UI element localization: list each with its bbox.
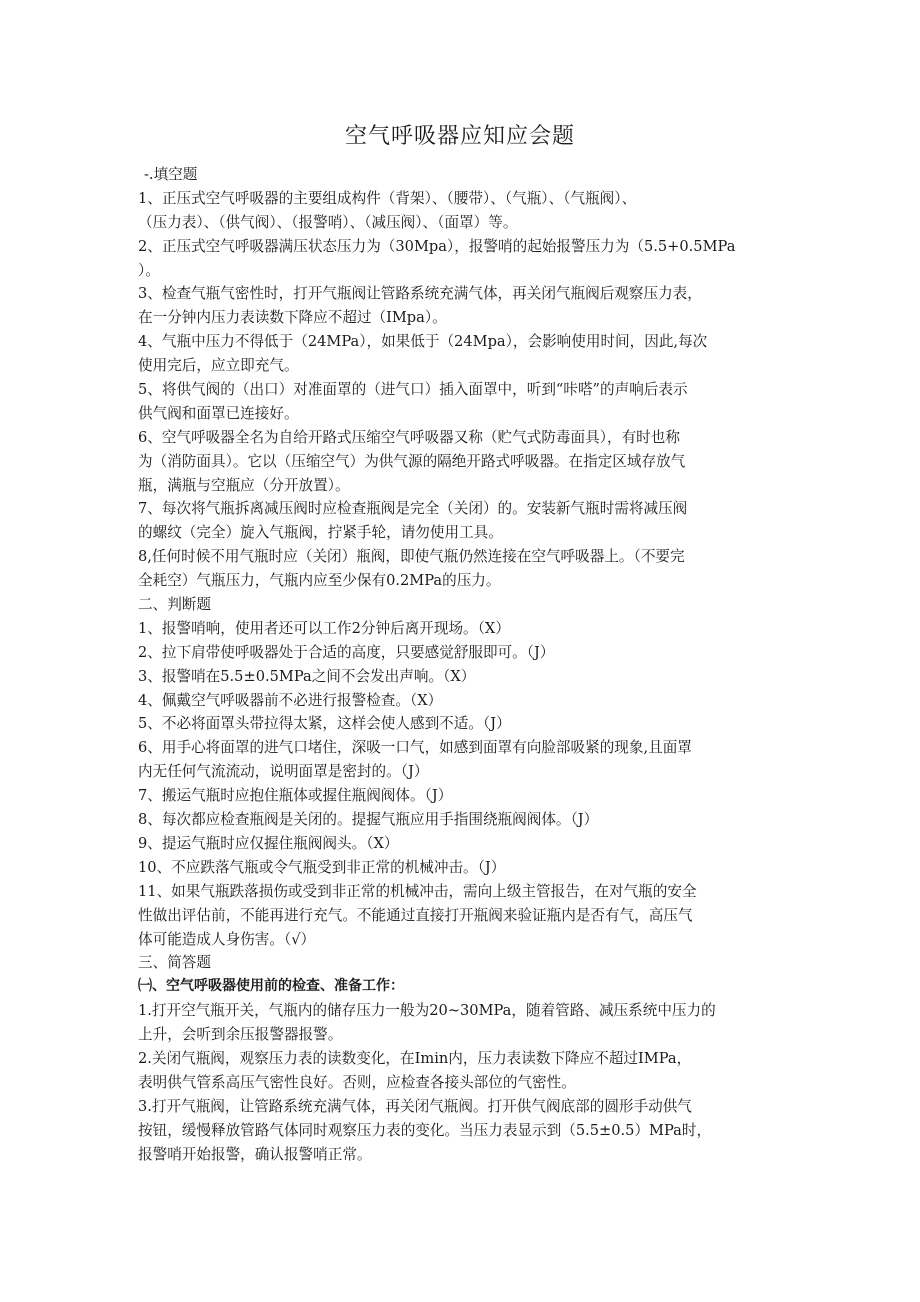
fill-blank-line: 为（消防面具）。它以（压缩空气）为供气源的隔绝开路式呼吸器。在指定区域存放气 <box>138 452 686 470</box>
short-answer-line: 上升，会听到余压报警器报警。 <box>138 1026 343 1044</box>
document-body <box>138 163 788 1166</box>
fill-blank-line: 7、每次将气瓶拆离减压阀时应检查瓶阀是完全（关闭）的。安装新气瓶时需将减压阀 <box>138 500 688 518</box>
fill-blank-line: （压力表）、（供气阀）、（报警哨）、（减压阀）、（面罩）等。 <box>138 213 518 231</box>
section-heading-true-false: 二、判断题 <box>138 596 211 614</box>
fill-blank-line: 供气阀和面罩已连接好。 <box>138 404 299 422</box>
true-false-line: 7、搬运气瓶时应抱住瓶体或握住瓶阀阀体。（J） <box>138 787 453 805</box>
short-answer-line: 2.关闭气瓶阀，观察压力表的读数变化，在Imin内，压力表读数下降应不超过IMPa， <box>138 1049 692 1067</box>
true-false-line: 体可能造成人身伤害。（√） <box>138 930 316 948</box>
short-answer-subheading: ㈠、空气呼吸器使用前的检查、准备工作： <box>138 978 404 995</box>
true-false-line: 性做出评估前，不能再进行充气。不能通过直接打开瓶阀来验证瓶内是否有气，高压气 <box>138 906 693 924</box>
true-false-line: 1、报警哨响，使用者还可以工作2分钟后离开现场。（X） <box>138 619 510 637</box>
fill-blank-line: 3、检查气瓶气密性时，打开气瓶阀让管路系统充满气体，再关闭气瓶阀后观察压力表， <box>138 285 702 303</box>
fill-blank-line: 瓶，满瓶与空瓶应（分开放置）。 <box>138 476 350 494</box>
true-false-line: 8、每次都应检查瓶阀是关闭的。提握气瓶应用手指围绕瓶阀阀体。（J） <box>138 811 599 829</box>
true-false-line: 3、报警哨在5.5±0.5MPa之间不会发出声响。（X） <box>138 667 476 685</box>
fill-blank-line: 6、空气呼吸器全名为自给开路式压缩空气呼吸器又称（贮气式防毒面具），有时也称 <box>138 428 680 446</box>
fill-blank-line: 8,任何时候不用气瓶时应（关闭）瓶阀，即使气瓶仍然连接在空气呼吸器上。（不要完 <box>138 548 685 566</box>
true-false-line: 10、不应跌落气瓶或令气瓶受到非正常的机械冲击。（J） <box>138 858 506 876</box>
short-answer-line: 报警哨开始报警，确认报警哨正常。 <box>138 1145 372 1163</box>
true-false-line: 9、提运气瓶时应仅握住瓶阀阀头。（X） <box>138 834 399 852</box>
fill-blank-line: 4、气瓶中压力不得低于（24MPa），如果低于（24Mpa），会影响使用时间，因此,每次 <box>138 333 708 351</box>
true-false-line: 5、不必将面罩头带拉得太紧，这样会使人感到不适。（J） <box>138 715 511 733</box>
true-false-line: 4、佩戴空气呼吸器前不必进行报警检查。（X） <box>138 691 443 709</box>
short-answer-line: 1.打开空气瓶开关，气瓶内的储存压力一般为20~30MPa，随着管路、减压系统中压力的 <box>138 1002 716 1020</box>
true-false-line: 2、拉下肩带使呼吸器处于合适的高度，只要感觉舒服即可。（J） <box>138 643 555 661</box>
fill-blank-line: 使用完后，应立即充气。 <box>138 357 299 375</box>
short-answer-line: 表明供气管系高压气密性良好。否则，应检查各接头部位的气密性。 <box>138 1073 576 1091</box>
short-answer-line: 按钮，缓慢释放管路气体同时观察压力表的变化。当压力表显示到（5.5±0.5）MPa时， <box>138 1121 712 1139</box>
true-false-line: 11、如果气瓶跌落损伤或受到非正常的机械冲击，需向上级主管报告，在对气瓶的安全 <box>138 882 697 900</box>
section-heading-short-answer: 三、简答题 <box>138 954 211 972</box>
page-title: 空气呼吸器应知应会题 <box>344 124 575 149</box>
fill-blank-line: 1、正压式空气呼吸器的主要组成构件（背架）、（腰带）、（气瓶）、（气瓶阀）、 <box>138 189 637 207</box>
fill-blank-line: ）。 <box>138 261 160 279</box>
fill-blank-line: 5、将供气阀的（出口）对准面罩的（进气口）插入面罩中，听到“咔嗒”的声响后表示 <box>138 381 688 399</box>
true-false-line: 内无任何气流流动，说明面罩是密封的。（J） <box>138 763 429 781</box>
short-answer-line: 3.打开气瓶阀，让管路系统充满气体，再关闭气瓶阀。打开供气阀底部的圆形手动供气 <box>138 1097 692 1115</box>
true-false-line: 6、用手心将面罩的进气口堵住，深吸一口气，如感到面罩有向脸部吸紧的现象,且面罩 <box>138 739 692 757</box>
fill-blank-line: 全耗空）气瓶压力，气瓶内应至少保有0.2MPa的压力。 <box>138 572 501 590</box>
fill-blank-line: 在一分钟内压力表读数下降应不超过（IMpa）。 <box>138 309 447 327</box>
fill-blank-line: 2、正压式空气呼吸器满压状态压力为（30Mpa），报警哨的起始报警压力为（5.5+0.5MPa <box>138 237 736 255</box>
section-heading-fill-blank: -.填空题 <box>144 166 198 183</box>
fill-blank-line: 的螺纹（完全）旋入气瓶阀，拧紧手轮，请勿使用工具。 <box>138 524 503 542</box>
